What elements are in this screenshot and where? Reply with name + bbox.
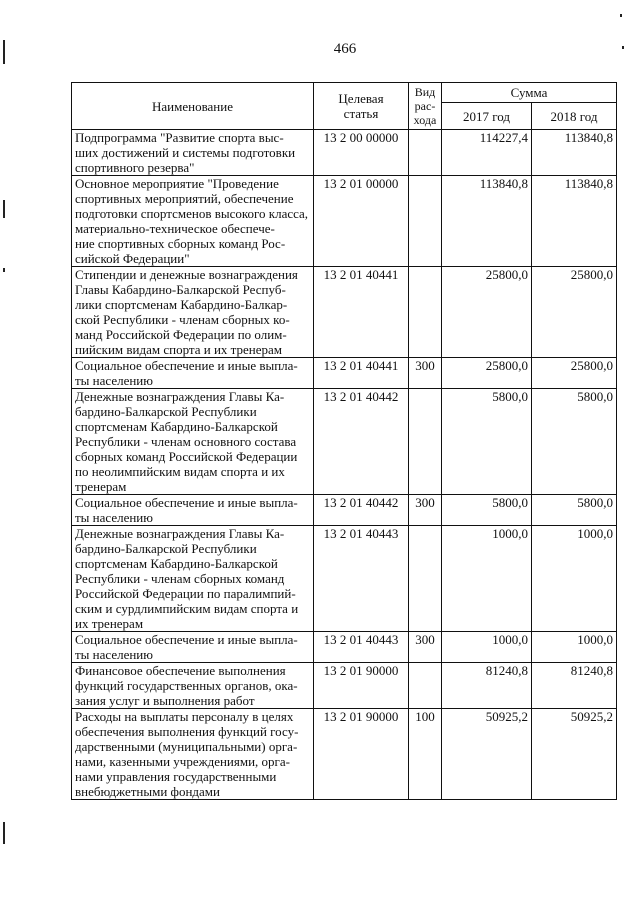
row-code: 13 2 01 40443 (314, 526, 409, 632)
scan-mark-right-1 (620, 14, 622, 17)
row-sum-2018: 25800,0 (532, 267, 617, 358)
table-row (72, 389, 617, 495)
budget-table (71, 82, 617, 800)
row-type: 100 (409, 709, 442, 800)
row-name: Финансовое обеспечение выполнения функций государственных органов, ока- зания услуг и выполнения работ (72, 663, 314, 709)
row-name: Денежные вознаграждения Главы Ка- бардино-Балкарской Республики спортсменам Кабардино-Балкарской Республики - членам основного состава сборных команд Российской Федерации по неолимпийским видам спорта и их тренерам (72, 389, 314, 495)
row-sum-2017: 25800,0 (442, 267, 532, 358)
row-code: 13 2 01 40443 (314, 632, 409, 663)
header-year-2018: 2018 год (532, 103, 617, 130)
table-row (72, 526, 617, 632)
row-code: 13 2 00 00000 (314, 130, 409, 176)
header-name: Наименование (72, 83, 314, 130)
table-row (72, 130, 617, 176)
row-sum-2017: 25800,0 (442, 358, 532, 389)
row-sum-2018: 113840,8 (532, 176, 617, 267)
row-code: 13 2 01 90000 (314, 709, 409, 800)
table-row (72, 267, 617, 358)
row-code: 13 2 01 40441 (314, 267, 409, 358)
row-type (409, 267, 442, 358)
header-expense-type: Вид рас- хода (409, 83, 442, 130)
header-sum: Сумма (442, 83, 617, 103)
row-name: Социальное обеспечение и иные выпла- ты населению (72, 495, 314, 526)
row-sum-2018: 50925,2 (532, 709, 617, 800)
row-type: 300 (409, 632, 442, 663)
row-sum-2018: 1000,0 (532, 632, 617, 663)
scan-mark-left-1 (3, 40, 5, 64)
page-number: 466 (333, 41, 357, 57)
row-name: Подпрограмма "Развитие спорта выс- ших достижений и системы подготовки спортивного резерва" (72, 130, 314, 176)
row-sum-2018: 81240,8 (532, 663, 617, 709)
row-type: 300 (409, 495, 442, 526)
row-code: 13 2 01 90000 (314, 663, 409, 709)
row-sum-2017: 1000,0 (442, 632, 532, 663)
row-sum-2018: 5800,0 (532, 389, 617, 495)
row-sum-2018: 25800,0 (532, 358, 617, 389)
row-sum-2017: 81240,8 (442, 663, 532, 709)
row-name: Стипендии и денежные вознаграждения Главы Кабардино-Балкарской Респуб- лики спортсменам Кабардино-Балкар- ской Республики - членам сборных ко- манд Российской Федерации по олим- пийским видам спорта и их тренерам (72, 267, 314, 358)
row-type: 300 (409, 358, 442, 389)
row-sum-2017: 113840,8 (442, 176, 532, 267)
row-sum-2017: 1000,0 (442, 526, 532, 632)
row-sum-2017: 5800,0 (442, 495, 532, 526)
row-name: Денежные вознаграждения Главы Ка- бардино-Балкарской Республики спортсменам Кабардино-Балкарской Республики - членам сборных команд Российской Федерации по паралимпий- ским и сурдлимпийским видам спорта и их тренерам (72, 526, 314, 632)
table-row (72, 632, 617, 663)
row-code: 13 2 01 40442 (314, 389, 409, 495)
row-name: Расходы на выплаты персоналу в целях обеспечения выполнения функций госу- дарственными (муниципальными) орга- нами, казенными учреждениями, орга- нами управления государственными внебюджетными фондами (72, 709, 314, 800)
scan-mark-left-4 (3, 822, 5, 844)
row-sum-2017: 5800,0 (442, 389, 532, 495)
table-row (72, 358, 617, 389)
table-row (72, 663, 617, 709)
row-sum-2018: 113840,8 (532, 130, 617, 176)
row-sum-2018: 1000,0 (532, 526, 617, 632)
scan-mark-left-2 (3, 200, 5, 218)
row-name: Социальное обеспечение и иные выпла- ты населению (72, 632, 314, 663)
row-code: 13 2 01 00000 (314, 176, 409, 267)
row-sum-2018: 5800,0 (532, 495, 617, 526)
table-row (72, 176, 617, 267)
row-type (409, 663, 442, 709)
header-year-2017: 2017 год (442, 103, 532, 130)
row-code: 13 2 01 40441 (314, 358, 409, 389)
row-type (409, 176, 442, 267)
table-row (72, 709, 617, 800)
row-name: Основное мероприятие "Проведение спортивных мероприятий, обеспечение подготовки спортсменов высокого класса, материально-техническое обеспече- ние спортивных сборных команд Рос- сийской Федерации" (72, 176, 314, 267)
scan-mark-left-3 (3, 268, 5, 272)
row-type (409, 389, 442, 495)
row-code: 13 2 01 40442 (314, 495, 409, 526)
header-target-article: Целевая статья (314, 83, 409, 130)
table-row (72, 495, 617, 526)
row-sum-2017: 114227,4 (442, 130, 532, 176)
row-sum-2017: 50925,2 (442, 709, 532, 800)
row-type (409, 130, 442, 176)
row-name: Социальное обеспечение и иные выпла- ты населению (72, 358, 314, 389)
scan-mark-right-2 (622, 46, 624, 49)
row-type (409, 526, 442, 632)
